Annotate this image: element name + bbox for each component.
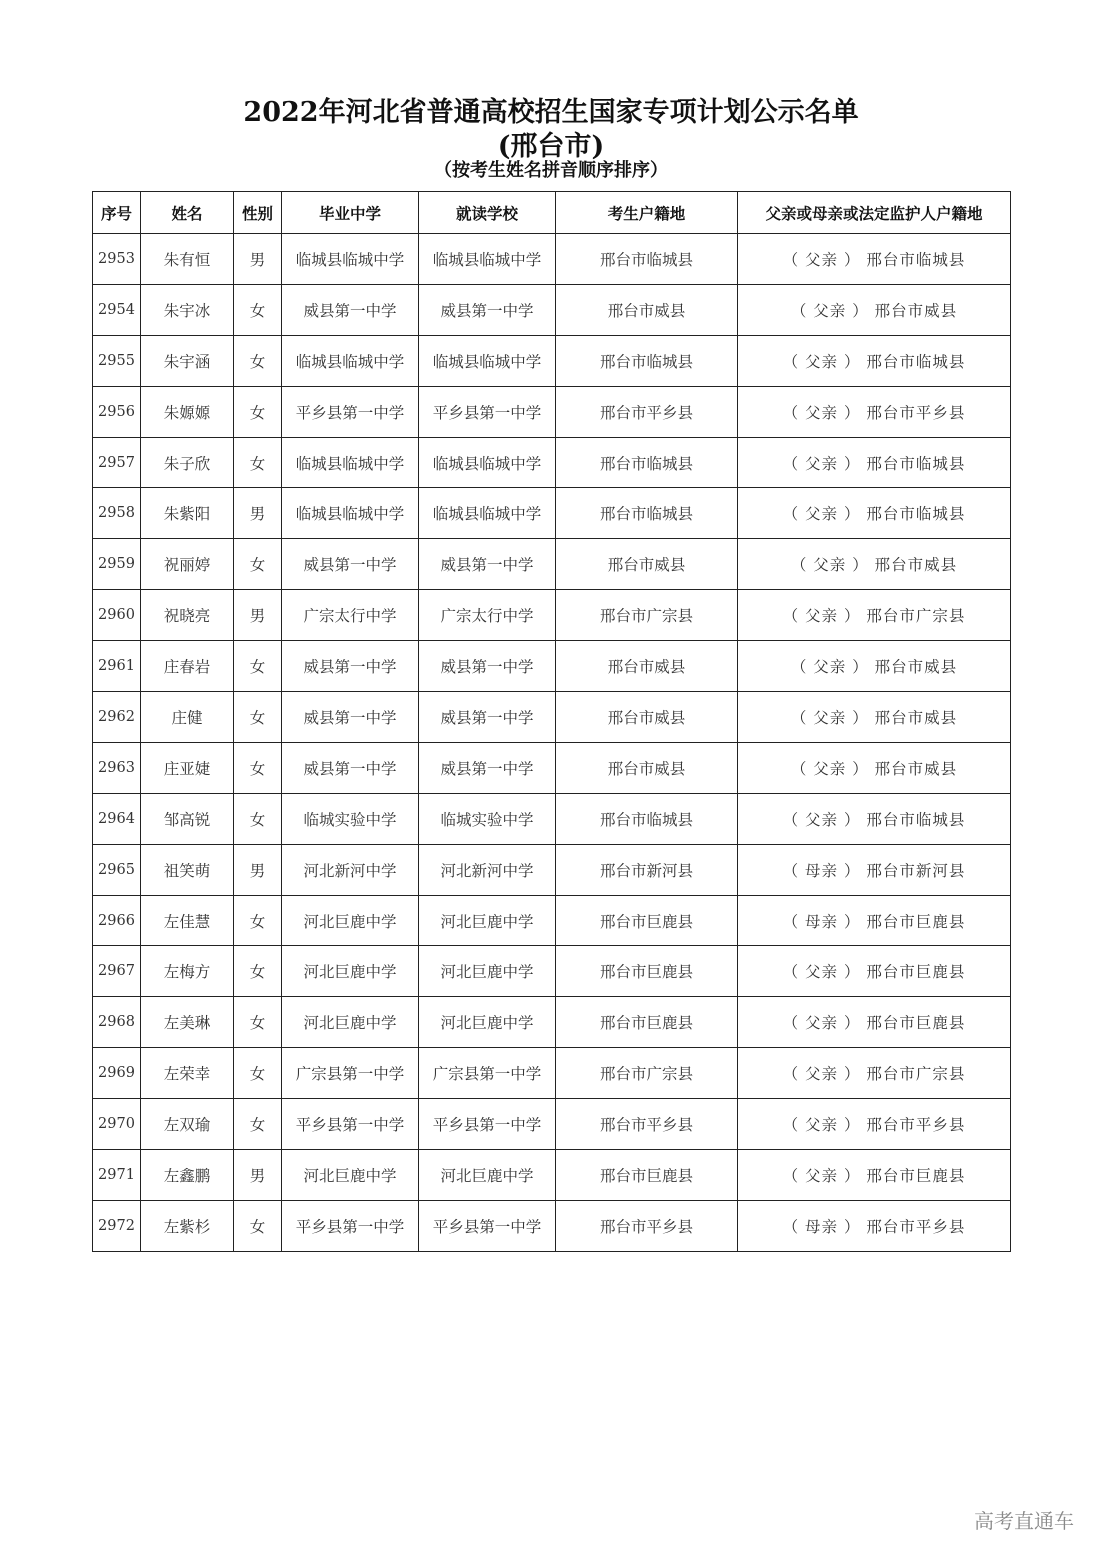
cell-parent-hukou: （ 母亲 ） 邢台市巨鹿县 (738, 895, 1011, 946)
table-row (93, 692, 1011, 743)
student-list-table (92, 191, 1011, 1252)
cell-parent-hukou: （ 父亲 ） 邢台市威县 (738, 539, 1011, 590)
cell-id: 2960 (93, 590, 141, 641)
cell-hukou: 邢台市平乡县 (556, 1200, 738, 1251)
cell-gender: 女 (234, 539, 282, 590)
table-row (93, 437, 1011, 488)
cell-current-school: 临城县临城中学 (419, 437, 556, 488)
cell-name: 邹高锐 (141, 793, 234, 844)
cell-id: 2956 (93, 386, 141, 437)
cell-parent-hukou: （ 父亲 ） 邢台市巨鹿县 (738, 946, 1011, 997)
cell-id: 2964 (93, 793, 141, 844)
cell-id: 2955 (93, 335, 141, 386)
cell-id: 2965 (93, 844, 141, 895)
cell-parent-hukou: （ 父亲 ） 邢台市威县 (738, 742, 1011, 793)
table-row (93, 335, 1011, 386)
cell-gender: 男 (234, 234, 282, 285)
cell-name: 庄健 (141, 692, 234, 743)
table-row (93, 946, 1011, 997)
cell-graduation-school: 广宗县第一中学 (282, 1048, 419, 1099)
cell-graduation-school: 平乡县第一中学 (282, 1200, 419, 1251)
cell-hukou: 邢台市平乡县 (556, 1099, 738, 1150)
cell-name: 朱嫄嫄 (141, 386, 234, 437)
cell-id: 2967 (93, 946, 141, 997)
cell-id: 2957 (93, 437, 141, 488)
table-row (93, 284, 1011, 335)
cell-hukou: 邢台市威县 (556, 641, 738, 692)
cell-graduation-school: 临城县临城中学 (282, 335, 419, 386)
cell-name: 庄亚婕 (141, 742, 234, 793)
header-name: 姓名 (141, 192, 234, 234)
cell-id: 2961 (93, 641, 141, 692)
cell-parent-hukou: （ 父亲 ） 邢台市威县 (738, 284, 1011, 335)
cell-graduation-school: 平乡县第一中学 (282, 1099, 419, 1150)
cell-id: 2969 (93, 1048, 141, 1099)
cell-id: 2972 (93, 1200, 141, 1251)
cell-parent-hukou: （ 父亲 ） 邢台市威县 (738, 641, 1011, 692)
cell-gender: 女 (234, 997, 282, 1048)
cell-parent-hukou: （ 父亲 ） 邢台市临城县 (738, 437, 1011, 488)
table-body (93, 234, 1011, 1252)
cell-name: 左梅方 (141, 946, 234, 997)
cell-parent-hukou: （ 父亲 ） 邢台市临城县 (738, 335, 1011, 386)
cell-id: 2970 (93, 1099, 141, 1150)
watermark: 高考直通车 (974, 1509, 1074, 1533)
cell-name: 朱子欣 (141, 437, 234, 488)
cell-hukou: 邢台市平乡县 (556, 386, 738, 437)
cell-graduation-school: 河北巨鹿中学 (282, 1150, 419, 1201)
cell-hukou: 邢台市新河县 (556, 844, 738, 895)
cell-gender: 女 (234, 335, 282, 386)
cell-graduation-school: 平乡县第一中学 (282, 386, 419, 437)
header-id: 序号 (93, 192, 141, 234)
cell-current-school: 河北新河中学 (419, 844, 556, 895)
cell-hukou: 邢台市威县 (556, 692, 738, 743)
table-row (93, 590, 1011, 641)
cell-name: 朱宇冰 (141, 284, 234, 335)
cell-name: 左紫杉 (141, 1200, 234, 1251)
cell-current-school: 河北巨鹿中学 (419, 1150, 556, 1201)
cell-name: 祝晓亮 (141, 590, 234, 641)
cell-id: 2963 (93, 742, 141, 793)
cell-current-school: 威县第一中学 (419, 641, 556, 692)
cell-gender: 女 (234, 284, 282, 335)
cell-current-school: 临城实验中学 (419, 793, 556, 844)
cell-gender: 女 (234, 437, 282, 488)
cell-current-school: 河北巨鹿中学 (419, 997, 556, 1048)
cell-hukou: 邢台市临城县 (556, 488, 738, 539)
cell-id: 2966 (93, 895, 141, 946)
cell-graduation-school: 临城县临城中学 (282, 437, 419, 488)
cell-graduation-school: 威县第一中学 (282, 641, 419, 692)
cell-graduation-school: 河北巨鹿中学 (282, 895, 419, 946)
header-current-school: 就读学校 (419, 192, 556, 234)
table-row (93, 488, 1011, 539)
cell-id: 2971 (93, 1150, 141, 1201)
cell-parent-hukou: （ 父亲 ） 邢台市巨鹿县 (738, 997, 1011, 1048)
cell-name: 朱宇涵 (141, 335, 234, 386)
cell-name: 左荣幸 (141, 1048, 234, 1099)
cell-hukou: 邢台市威县 (556, 539, 738, 590)
cell-current-school: 平乡县第一中学 (419, 1200, 556, 1251)
cell-parent-hukou: （ 父亲 ） 邢台市临城县 (738, 488, 1011, 539)
cell-gender: 女 (234, 742, 282, 793)
cell-gender: 女 (234, 946, 282, 997)
cell-hukou: 邢台市威县 (556, 742, 738, 793)
cell-parent-hukou: （ 父亲 ） 邢台市广宗县 (738, 590, 1011, 641)
cell-current-school: 临城县临城中学 (419, 234, 556, 285)
table-row (93, 793, 1011, 844)
cell-graduation-school: 威县第一中学 (282, 692, 419, 743)
cell-current-school: 威县第一中学 (419, 284, 556, 335)
cell-gender: 男 (234, 590, 282, 641)
cell-current-school: 威县第一中学 (419, 742, 556, 793)
table-row (93, 1150, 1011, 1201)
table-row (93, 895, 1011, 946)
cell-name: 左鑫鹏 (141, 1150, 234, 1201)
cell-current-school: 威县第一中学 (419, 539, 556, 590)
cell-name: 朱紫阳 (141, 488, 234, 539)
cell-current-school: 平乡县第一中学 (419, 1099, 556, 1150)
cell-name: 庄春岩 (141, 641, 234, 692)
table-row (93, 997, 1011, 1048)
cell-parent-hukou: （ 父亲 ） 邢台市临城县 (738, 234, 1011, 285)
cell-gender: 女 (234, 692, 282, 743)
cell-gender: 男 (234, 844, 282, 895)
sort-note: （按考生姓名拼音顺序排序） (434, 160, 668, 181)
cell-id: 2959 (93, 539, 141, 590)
cell-graduation-school: 广宗太行中学 (282, 590, 419, 641)
header-parent-hukou: 父亲或母亲或法定监护人户籍地 (738, 192, 1011, 234)
table-row (93, 234, 1011, 285)
cell-parent-hukou: （ 父亲 ） 邢台市威县 (738, 692, 1011, 743)
cell-current-school: 平乡县第一中学 (419, 386, 556, 437)
cell-hukou: 邢台市巨鹿县 (556, 997, 738, 1048)
cell-name: 左美琳 (141, 997, 234, 1048)
cell-id: 2962 (93, 692, 141, 743)
cell-graduation-school: 临城县临城中学 (282, 488, 419, 539)
cell-current-school: 广宗县第一中学 (419, 1048, 556, 1099)
cell-parent-hukou: （ 父亲 ） 邢台市临城县 (738, 793, 1011, 844)
cell-hukou: 邢台市威县 (556, 284, 738, 335)
table-row (93, 539, 1011, 590)
cell-current-school: 河北巨鹿中学 (419, 895, 556, 946)
header-hukou: 考生户籍地 (556, 192, 738, 234)
cell-parent-hukou: （ 父亲 ） 邢台市巨鹿县 (738, 1150, 1011, 1201)
city-subtitle: (邢台市) (497, 131, 605, 162)
cell-graduation-school: 河北巨鹿中学 (282, 997, 419, 1048)
cell-name: 祝丽婷 (141, 539, 234, 590)
cell-name: 左佳慧 (141, 895, 234, 946)
cell-hukou: 邢台市广宗县 (556, 1048, 738, 1099)
cell-hukou: 邢台市临城县 (556, 437, 738, 488)
cell-id: 2953 (93, 234, 141, 285)
cell-name: 左双瑜 (141, 1099, 234, 1150)
cell-parent-hukou: （ 父亲 ） 邢台市平乡县 (738, 386, 1011, 437)
cell-gender: 女 (234, 793, 282, 844)
table-row (93, 386, 1011, 437)
cell-hukou: 邢台市巨鹿县 (556, 895, 738, 946)
cell-parent-hukou: （ 父亲 ） 邢台市广宗县 (738, 1048, 1011, 1099)
cell-hukou: 邢台市巨鹿县 (556, 946, 738, 997)
cell-graduation-school: 临城县临城中学 (282, 234, 419, 285)
cell-id: 2968 (93, 997, 141, 1048)
cell-current-school: 威县第一中学 (419, 692, 556, 743)
cell-name: 祖笑萌 (141, 844, 234, 895)
cell-current-school: 广宗太行中学 (419, 590, 556, 641)
table-row (93, 1200, 1011, 1251)
cell-id: 2958 (93, 488, 141, 539)
cell-parent-hukou: （ 母亲 ） 邢台市新河县 (738, 844, 1011, 895)
table-row (93, 742, 1011, 793)
cell-graduation-school: 临城实验中学 (282, 793, 419, 844)
cell-graduation-school: 威县第一中学 (282, 284, 419, 335)
cell-gender: 女 (234, 1048, 282, 1099)
cell-gender: 男 (234, 488, 282, 539)
cell-id: 2954 (93, 284, 141, 335)
table-row (93, 641, 1011, 692)
cell-gender: 女 (234, 895, 282, 946)
cell-graduation-school: 威县第一中学 (282, 742, 419, 793)
cell-hukou: 邢台市临城县 (556, 335, 738, 386)
table-header-row (93, 192, 1011, 234)
table-row (93, 1099, 1011, 1150)
cell-hukou: 邢台市广宗县 (556, 590, 738, 641)
cell-hukou: 邢台市临城县 (556, 234, 738, 285)
cell-graduation-school: 河北新河中学 (282, 844, 419, 895)
cell-gender: 男 (234, 1150, 282, 1201)
header-gender: 性别 (234, 192, 282, 234)
cell-current-school: 临城县临城中学 (419, 335, 556, 386)
cell-graduation-school: 威县第一中学 (282, 539, 419, 590)
cell-current-school: 临城县临城中学 (419, 488, 556, 539)
document-title: 2022年河北省普通高校招生国家专项计划公示名单 (243, 97, 859, 128)
cell-parent-hukou: （ 父亲 ） 邢台市平乡县 (738, 1099, 1011, 1150)
cell-graduation-school: 河北巨鹿中学 (282, 946, 419, 997)
cell-gender: 女 (234, 1200, 282, 1251)
cell-name: 朱有恒 (141, 234, 234, 285)
cell-gender: 女 (234, 386, 282, 437)
table-row (93, 844, 1011, 895)
cell-hukou: 邢台市巨鹿县 (556, 1150, 738, 1201)
header-graduation-school: 毕业中学 (282, 192, 419, 234)
cell-hukou: 邢台市临城县 (556, 793, 738, 844)
cell-gender: 女 (234, 1099, 282, 1150)
cell-gender: 女 (234, 641, 282, 692)
cell-current-school: 河北巨鹿中学 (419, 946, 556, 997)
table-row (93, 1048, 1011, 1099)
cell-parent-hukou: （ 母亲 ） 邢台市平乡县 (738, 1200, 1011, 1251)
